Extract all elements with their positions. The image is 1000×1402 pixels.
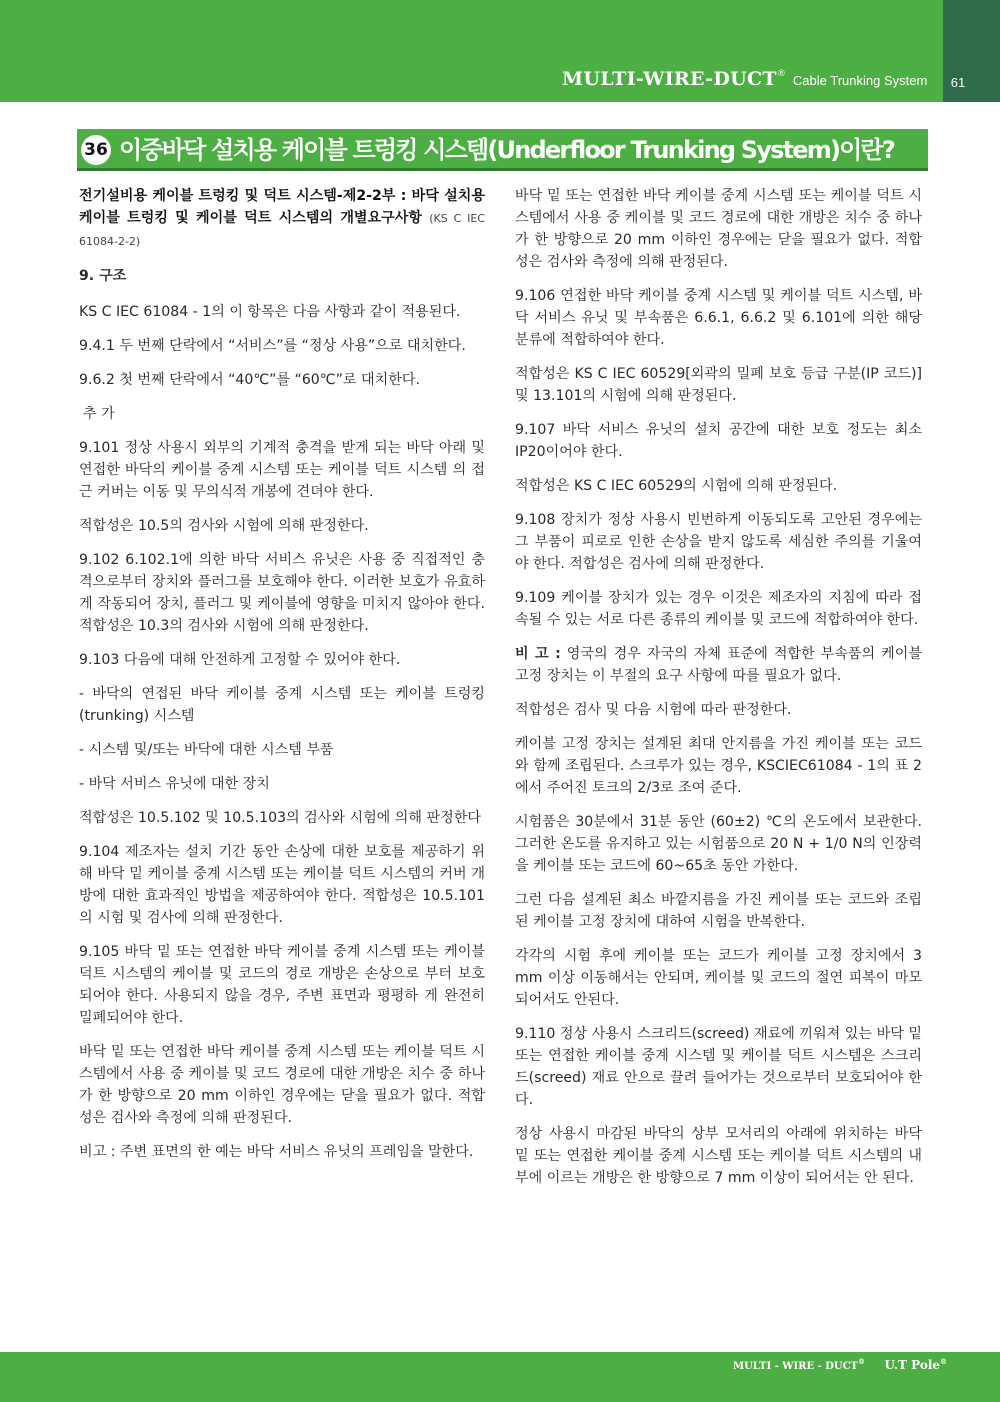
paragraph: 적합성은 검사 및 다음 시험에 따라 판정한다. (515, 702, 792, 718)
intro-title: 전기설비용 케이블 트렁킹 및 덕트 시스템-제2-2부 : 바닥 설치용 케이블 트렁킹 및 케이블 덕트 시스템의 개별요구사항 (79, 188, 485, 226)
left-column (79, 185, 485, 1175)
paragraph: 9.106 연접한 바닥 케이블 중계 시스템 및 케이블 덕트 시스템, 바닥 서비스 유닛 및 부속품은 6.6.1, 6.6.2 및 6.101에 의한 해당 분류에 적합하여야 한다. (515, 288, 922, 348)
paragraph: 적합성은 KS C IEC 60529[외곽의 밀폐 보호 등급 구분(IP 코드)] 및 13.101의 시험에 의해 판정된다. (515, 366, 922, 404)
paragraph: KS C IEC 61084 - 1의 이 항목은 다음 사항과 같이 적용된다. (79, 304, 461, 320)
paragraph: 9.6.2 첫 번째 단락에서 “40℃”를 “60℃”로 대치한다. (79, 372, 420, 388)
paragraph: 9.4.1 두 번째 단락에서 “서비스”를 “정상 사용”으로 대치한다. (79, 338, 466, 354)
paragraph: 적합성은 10.5.102 및 10.5.103의 검사와 시험에 의해 판정한다 (79, 810, 481, 826)
paragraph: 9.103 다음에 대해 안전하게 고정할 수 있어야 한다. (79, 652, 401, 668)
section-heading: 9. 구조 (79, 268, 127, 284)
paragraph: 9.108 장치가 정상 사용시 빈번하게 이동되도록 고안된 경우에는 그 부품이 피로로 인한 손상을 받지 않도록 세심한 주의를 기울여야 한다. 적합성은 검사에 의해 판정한다. (515, 512, 922, 572)
footer-brand-name-2: U.T Pole (884, 1358, 941, 1372)
registered-mark: ® (776, 69, 786, 79)
paragraph: 정상 사용시 마감된 바닥의 상부 모서리의 아래에 위치하는 바닥 밑 또는 연접한 케이블 중계 시스템 또는 케이블 덕트 시스템의 내부에 이르는 개방은 한 방향으로 7 mm 이상이 되어서는 안 된다. (515, 1126, 922, 1186)
footer-brand-name: MULTI - WIRE - DUCT (733, 1361, 858, 1372)
note (515, 643, 922, 687)
intro-paragraph (79, 185, 485, 253)
paragraph: 9.105 바닥 밑 또는 연접한 바닥 케이블 중계 시스템 또는 케이블 덕트 시스템의 케이블 및 코드의 경로 개방은 손상으로 부터 보호되어야 한다. 사용되지 않을 경우, 주변 표면과 평평하 게 완전히 밀폐되어야 한다. (79, 944, 485, 1026)
brand-name: MULTI-WIRE-DUCT (562, 68, 777, 90)
list-item: - 바닥의 연접된 바닥 케이블 중계 시스템 또는 케이블 트렁킹 (trunking) 시스템 (79, 686, 485, 724)
header-brand (562, 68, 927, 90)
note-text: 영국의 경우 자국의 자체 표준에 적합한 부속품의 케이블 고정 장치는 이 부절의 요구 사항에 따를 필요가 없다. (515, 646, 922, 684)
right-column (515, 185, 922, 1201)
paragraph: 9.104 제조자는 설치 기간 동안 손상에 대한 보호를 제공하기 위해 바닥 밑 케이블 중계 시스템 또는 케이블 덕트 시스템의 커버 개방에 대한 효과적인 방법을 제공하여야 한다. 적합성은 10.5.101의 시험 및 검사에 의해 판정한다. (79, 844, 485, 926)
paragraph: 9.110 정상 사용시 스크리드(screed) 재료에 끼워져 있는 바닥 밑 또는 연접한 케이블 중계 시스템 및 케이블 덕트 시스템은 스크리드(screed) 재료 안으로 끌려 들어가는 것으로부터 보호되어야 한다. (515, 1026, 922, 1108)
registered-mark: ® (940, 1357, 948, 1366)
paragraph: 그런 다음 설계된 최소 바깥지름을 가진 케이블 또는 코드와 조립된 케이블 고정 장치에 대하여 시험을 반복한다. (515, 892, 922, 930)
list-item: - 바닥 서비스 유닛에 대한 장치 (79, 776, 270, 792)
paragraph: 바닥 밑 또는 연접한 바닥 케이블 중계 시스템 또는 케이블 덕트 시스템에서 사용 중 케이블 및 코드 경로에 대한 개방은 치수 중 하나가 한 방향으로 20 mm 이하인 경우에는 닫을 필요가 없다. 적합성은 검사와 측정에 의해 판정된다. (515, 188, 922, 270)
paragraph: 적합성은 KS C IEC 60529의 시험에 의해 판정된다. (515, 478, 838, 494)
list-item: - 시스템 및/또는 바닥에 대한 시스템 부품 (79, 742, 334, 758)
paragraph: 적합성은 10.5의 검사와 시험에 의해 판정한다. (79, 518, 369, 534)
paragraph: 9.101 정상 사용시 외부의 기계적 충격을 받게 되는 바닥 아래 및 연접한 바닥의 케이블 중계 시스템 또는 케이블 덕트 시스템 의 접근 커버는 이동 및 무의식적 개봉에 견뎌야 한다. (79, 440, 485, 500)
note: 비고 : 주변 표면의 한 예는 바닥 서비스 유닛의 프레임을 말한다. (79, 1144, 474, 1160)
paragraph: 시험품은 30분에서 31분 동안 (60±2) ℃의 온도에서 보관한다. 그러한 온도를 유지하고 있는 시험품으로 20 N + 1/0 N의 인장력을 케이블 또는 코드에 60~65초 동안 가한다. (515, 814, 922, 874)
paragraph: 9.102 6.102.1에 의한 바닥 서비스 유닛은 사용 중 직접적인 충격으로부터 장치와 플러그를 보호해야 한다. 이러한 보호가 유효하게 작동되어 장치, 플러그 및 케이블에 영향을 미치지 않아야 한다. 적합성은 10.3의 검사와 시험에 의해 판정한다. (79, 552, 485, 634)
page-number: 61 (950, 75, 966, 90)
footer-brand (733, 1357, 947, 1372)
addition-heading: 추 가 (83, 406, 115, 422)
paragraph: 바닥 밑 또는 연접한 바닥 케이블 중계 시스템 또는 케이블 덕트 시스템에서 사용 중 케이블 및 코드 경로에 대한 개방은 치수 중 하나가 한 방향으로 20 mm 이하인 경우에는 닫을 필요가 없다. 적합성은 검사와 측정에 의해 판정된다. (79, 1044, 485, 1126)
note-label: 비 고 : (515, 646, 561, 662)
section-number-badge: 36 (81, 135, 111, 165)
registered-mark: ® (858, 1357, 865, 1366)
brand-subtitle: Cable Trunking System (792, 73, 928, 88)
paragraph: 케이블 고정 장치는 설계된 최대 안지름을 가진 케이블 또는 코드와 함께 조립된다. 스크루가 있는 경우, KSCIEC61084 - 1의 표 2에서 주어진 토크의 2/3로 조여 준다. (515, 736, 922, 796)
intro-reference: (KS C IEC 61084-2-2) (79, 212, 485, 248)
paragraph: 각각의 시험 후에 케이블 또는 코드가 케이블 고정 장치에서 3 mm 이상 이동해서는 안되며, 케이블 및 코드의 절연 피복이 마모되어서도 안된다. (515, 948, 922, 1008)
page-title: 이중바닥 설치용 케이블 트렁킹 시스템(Underfloor Trunking System)이란? (119, 136, 895, 164)
paragraph: 9.107 바닥 서비스 유닛의 설치 공간에 대한 보호 정도는 최소 IP20이어야 한다. (515, 422, 922, 460)
paragraph: 9.109 케이블 장치가 있는 경우 이것은 제조자의 지침에 따라 접속될 수 있는 서로 다른 종류의 케이블 및 코드에 적합하여야 한다. (515, 590, 922, 628)
